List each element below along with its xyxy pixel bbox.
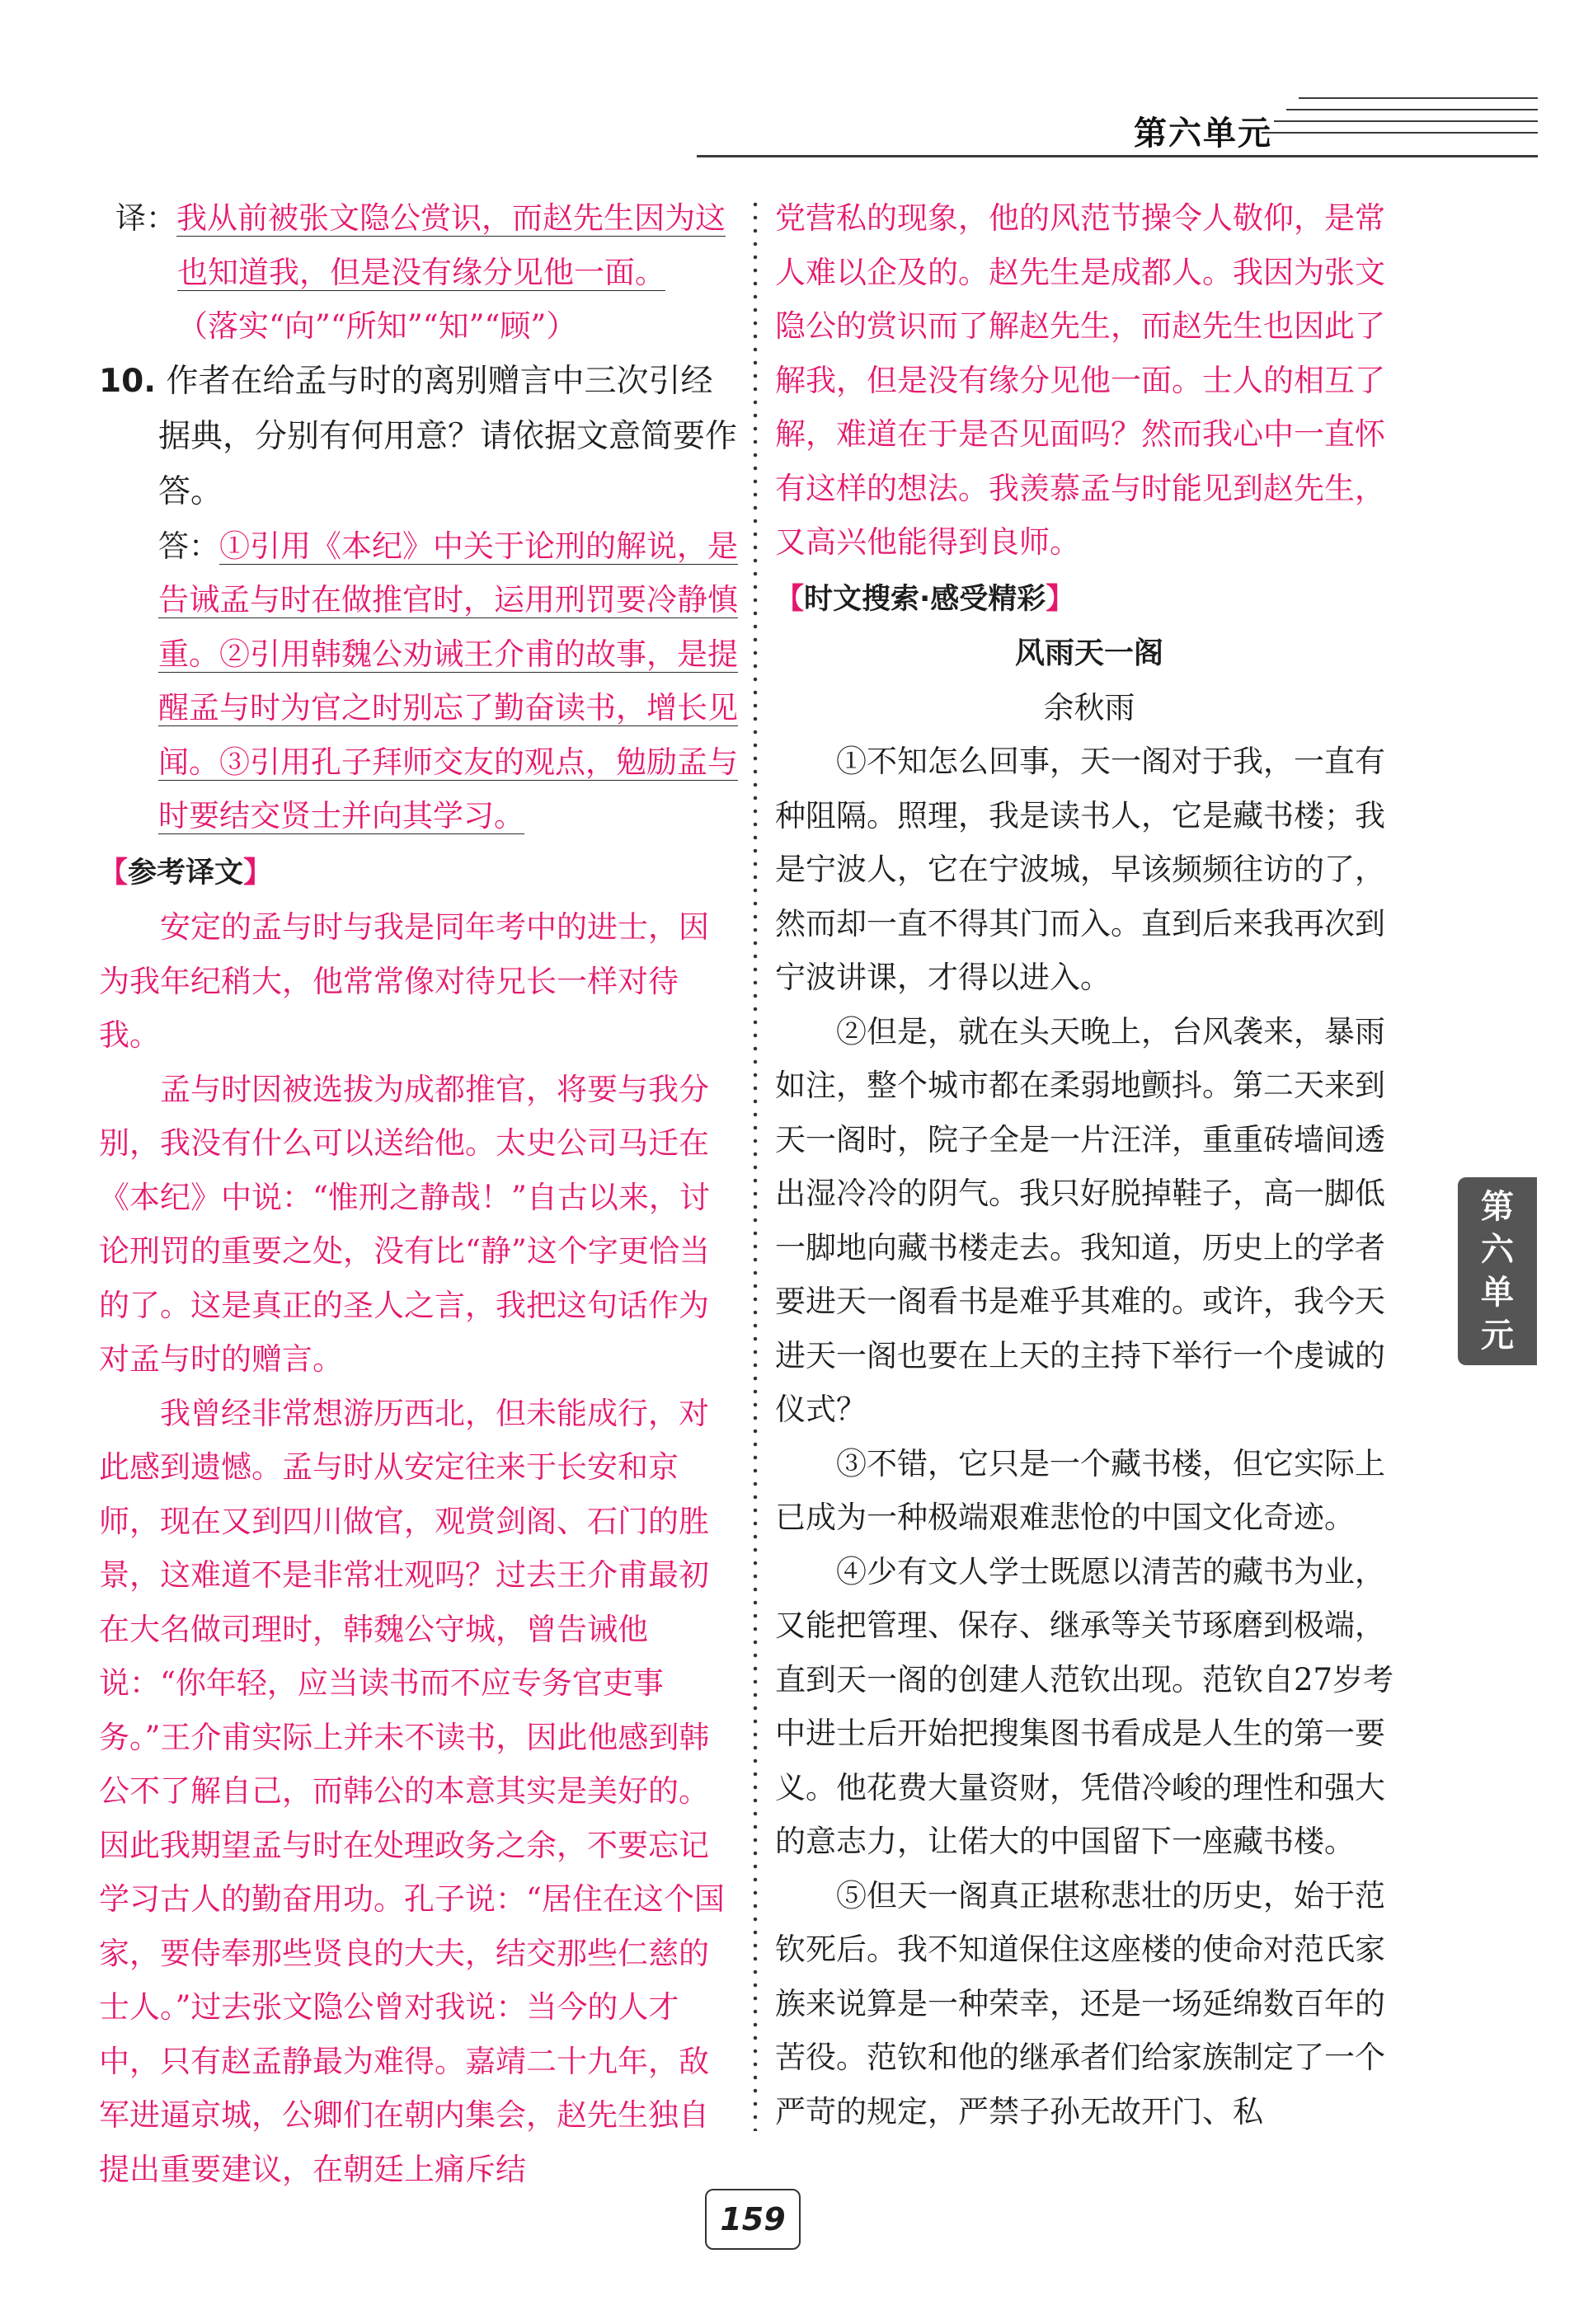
answer-label: 答：: [158, 528, 219, 564]
header-rule-deco-3: [1274, 120, 1538, 122]
answer-block: [99, 519, 738, 843]
header-rule: [697, 155, 1538, 157]
essay-para-5: ⑤但天一阁真正堪称悲壮的历史，始于范钦死后。我不知道保住这座楼的使命对范氏家族来说算是一种荣幸，还是一场延绵数百年的苦役。范钦和他的继承者们给家族制定了一个严苛的规定，严禁子孙无故开门、私: [775, 1877, 1385, 2129]
essay-para-1: ①不知怎么回事，天一阁对于我，一直有种阻隔。照理，我是读书人，它是藏书楼；我是宁波人，它在宁波城，早该频频往访的了，然而却一直不得其门而入。直到后来我再次到宁波讲课，才得以进入。: [775, 744, 1385, 995]
left-column: [99, 191, 738, 2196]
header-rule-deco-4: [1262, 132, 1538, 134]
side-tab-unit: [1458, 1177, 1537, 1365]
right-column: [775, 191, 1403, 2139]
question-text: 作者在给孟与时的离别赠言中三次引经据典，分别有何用意？请依据文意简要作答。: [158, 362, 738, 510]
answer-text: ①引用《本纪》中关于论刑的解说，是告诫孟与时在做推官时，运用刑罚要冷静慎重。②引用韩魏公劝诫王介甫的故事，是提醒孟与时为官之时别忘了勤奋读书，增长见闻。③引用孔子拜师交友的观点，勉励孟与时要结交贤士并向其学习。: [158, 528, 738, 833]
essay-title: 风雨天一阁: [1014, 636, 1163, 670]
header-rule-deco-1: [1299, 97, 1538, 99]
question-number: 10.: [99, 362, 157, 400]
essay-para-2: ②但是，就在头天晚上，台风袭来，暴雨如注，整个城市都在柔弱地颤抖。第二天来到天一阁时，院子全是一片汪洋，重重砖墙间透出湿冷冷的阴气。我只好脱掉鞋子，高一脚低一脚地向藏书楼走去。我知道，历史上的学者要进天一阁看书是难乎其难的。或许，我今天进天一阁也要在上天的主持下举行一个虔诚的仪式？: [775, 1013, 1385, 1427]
essay-author: 余秋雨: [1043, 689, 1135, 725]
section-heading: 【时文搜索·感受精彩】: [775, 582, 1075, 616]
unit-title: 第六单元: [1134, 115, 1272, 153]
reference-translation-heading: 【参考译文】: [99, 856, 273, 890]
reference-para-continued: 党营私的现象，他的风范节操令人敬仰，是常人难以企及的。赵先生是成都人。我因为张文隐公的赏识而了解赵先生，而赵先生也因此了解我，但是没有缘分见他一面。士人的相互了解，难道在于是否见面吗？然而我心中一直怀有这样的想法。我羡慕孟与时能见到赵先生，又高兴他能得到良师。: [775, 200, 1385, 560]
translation-answer: [99, 191, 738, 354]
reference-para-2: 孟与时因被选拔为成都推官，将要与我分别，我没有什么可以送给他。太史公司马迁在《本纪》中说：“惟刑之静哉！”自古以来，讨论刑罚的重要之处，没有比“静”这个字更恰当的了。这是真正的圣人之言，我把这句话作为对孟与时的赠言。: [99, 1071, 710, 1377]
side-tab-label: 第六单元: [1481, 1188, 1514, 1354]
header-rule-deco-2: [1286, 109, 1538, 110]
translation-text: 我从前被张文隐公赏识，而赵先生因为这也知道我，但是没有缘分见他一面。: [176, 200, 726, 290]
reference-para-3: 我曾经非常想游历西北，但未能成行，对此感到遗憾。孟与时从安定往来于长安和京师，现在又到四川做官，观赏剑阁、石门的胜景，这难道不是非常壮观吗？过去王介甫最初在大名做司理时，韩魏公守城，曾告诫他说：“你年轻，应当读书而不应专务官吏事务。”王介甫实际上并未不读书，因此他感到韩公不了解自己，而韩公的本意其实是美好的。因此我期望孟与时在处理政务之余，不要忘记学习古人的勤奋用功。孔子说：“居住在这个国家，要侍奉那些贤良的大夫，结交那些仁慈的士人。”过去张文隐公曾对我说：当今的人才中，只有赵孟静最为难得。嘉靖二十九年，敌军进逼京城，公卿们在朝内集会，赵先生独自提出重要建议，在朝廷上痛斥结: [99, 1395, 725, 2187]
question-10: [99, 354, 738, 519]
section-heading-label: 时文搜索·感受精彩: [804, 582, 1046, 616]
page-number: 159: [705, 2189, 801, 2250]
essay-para-3: ③不错，它只是一个藏书楼，但它实际上已成为一种极端艰难悲怆的中国文化奇迹。: [775, 1445, 1385, 1535]
column-divider: [753, 198, 758, 2131]
reference-para-1: 安定的孟与时与我是同年考中的进士，因为我年纪稍大，他常常像对待兄长一样对待我。: [99, 909, 709, 1053]
translation-note: （落实“向”“所知”“知”“顾”）: [177, 308, 577, 344]
essay-para-4: ④少有文人学士既愿以清苦的藏书为业，又能把管理、保存、继承等关节琢磨到极端，直到天一阁的创建人范钦出现。范钦自27岁考中进士后开始把搜集图书看成是人生的第一要义。他花费大量资财，凭借冷峻的理性和强大的意志力，让偌大的中国留下一座藏书楼。: [775, 1553, 1394, 1859]
reference-heading-label: 参考译文: [128, 856, 244, 890]
translation-label: 译：: [115, 200, 176, 236]
